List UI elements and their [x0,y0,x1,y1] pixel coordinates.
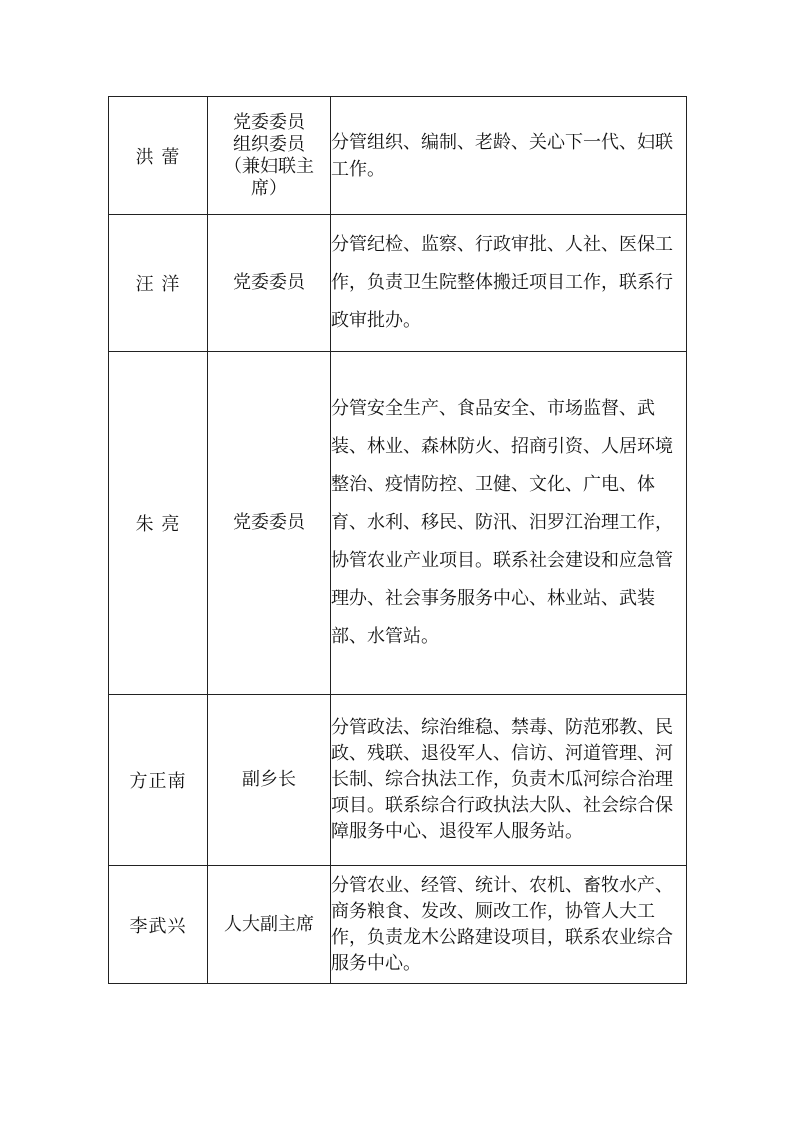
duty-cell [331,866,687,984]
title-cell [208,215,331,352]
table-row [109,215,687,352]
title-cell [208,866,331,984]
duty-text: 分管农业、经管、统计、农机、畜牧水产、商务粮食、发改、厕改工作，协管人大工作，负责龙木公路建设项目，联系农业综合服务中心。 [331,874,673,974]
position-title-line: （兼妇联主 [224,155,314,177]
name-cell [109,97,208,215]
person-name: 李武兴 [129,915,187,937]
position-title-line: 党委委员 [233,512,305,533]
table-row [109,97,687,215]
duty-text: 分管组织、编制、老龄、关心下一代、妇联工作。 [331,131,673,180]
duty-cell [331,215,687,352]
name-cell [109,866,208,984]
person-name: 汪 洋 [135,274,181,295]
name-cell [109,695,208,866]
duty-cell [331,695,687,866]
title-cell [208,695,331,866]
person-name: 朱 亮 [135,514,181,535]
duty-text: 分管纪检、监察、行政审批、人社、医保工作，负责卫生院整体搬迁项目工作，联系行政审批办。 [331,234,673,331]
title-cell [208,352,331,695]
leadership-duty-table [108,96,687,984]
name-cell [109,352,208,695]
table-row [109,866,687,984]
duty-cell [331,352,687,695]
position-title-line: 人大副主席 [224,913,314,935]
position-title-line: 组织委员 [233,133,305,155]
position-title-line: 席） [251,177,287,199]
position-title-line: 副乡长 [242,769,296,790]
duty-text: 分管政法、综治维稳、禁毒、防范邪教、民政、残联、退役军人、信访、河道管理、河长制、综合执法工作，负责木瓜河综合治理项目。联系综合行政执法大队、社会综合保障服务中心、退役军人服务站。 [331,717,673,842]
duty-text: 分管安全生产、食品安全、市场监督、武装、林业、森林防火、招商引资、人居环境整治、疫情防控、卫健、文化、广电、体育、水利、移民、防汛、汨罗江治理工作，协管农业产业项目。联系社会建设和应急管理办、社会事务服务中心、林业站、武装部、水管站。 [331,398,673,647]
duty-cell [331,97,687,215]
table-row [109,695,687,866]
person-name: 方正南 [129,771,187,792]
position-title-line: 党委委员 [233,111,305,133]
name-cell [109,215,208,352]
table-row [109,352,687,695]
position-title-line: 党委委员 [233,272,305,293]
person-name: 洪 蕾 [135,146,181,168]
title-cell [208,97,331,215]
